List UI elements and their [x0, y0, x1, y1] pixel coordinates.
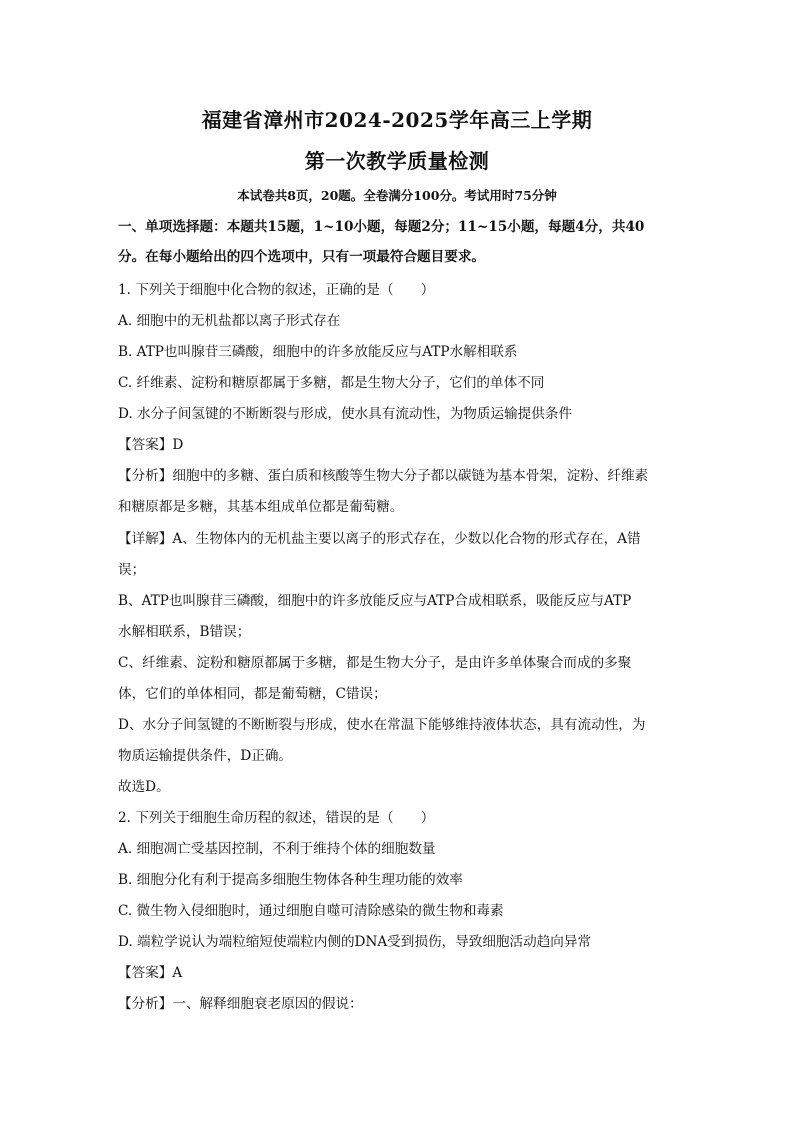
question-2-analysis-line: 【分析】一、解释细胞衰老原因的假说：: [118, 996, 363, 1012]
question-1-analysis-line: 【分析】细胞中的多糖、蛋白质和核酸等生物大分子都以碳链为基本骨架，淀粉、纤维素: [118, 468, 649, 484]
question-1-detail-line: D、水分子间氢键的不断断裂与形成，使水在常温下能够维持液体状态，具有流动性，为: [118, 717, 646, 733]
title-line-2: 第一次教学质量检测: [304, 149, 490, 173]
question-2-option-b: B. 细胞分化有利于提高多细胞生物体各种生理功能的效率: [118, 872, 463, 888]
question-1-option-b: B. ATP也叫腺苷三磷酸，细胞中的许多放能反应与ATP水解相联系: [118, 344, 518, 360]
question-1-detail-line: B、ATP也叫腺苷三磷酸，细胞中的许多放能反应与ATP合成相联系，吸能反应与ATP: [118, 593, 632, 609]
question-1-detail-line: 体，它们的单体相同，都是葡萄糖，C错误；: [118, 686, 387, 702]
question-1-option-c: C. 纤维素、淀粉和糖原都属于多糖，都是生物大分子，它们的单体不同: [118, 375, 545, 391]
question-1-detail-line: 水解相联系，B错误；: [118, 624, 251, 640]
question-1-answer: 【答案】D: [118, 437, 184, 453]
question-1-detail-line: C、纤维素、淀粉和糖原都属于多糖，都是生物大分子，是由许多单体聚合而成的多聚: [118, 655, 632, 671]
question-2-option-c: C. 微生物入侵细胞时，通过细胞自噬可清除感染的微生物和毒素: [118, 903, 504, 919]
question-1-detail-line: 误；: [118, 562, 146, 578]
question-1-option-a: A. 细胞中的无机盐都以离子形式存在: [118, 313, 341, 329]
question-2-answer: 【答案】A: [118, 965, 183, 981]
section-heading-line-1: 一、单项选择题：本题共15题，1~10小题，每题2分；11~15小题，每题4分，共40: [118, 219, 645, 235]
question-2-option-d: D. 端粒学说认为端粒缩短使端粒内侧的DNA受到损伤，导致细胞活动趋向异常: [118, 934, 592, 950]
question-2-option-a: A. 细胞凋亡受基因控制，不利于维持个体的细胞数量: [118, 841, 436, 857]
question-1-conclusion: 故选D。: [118, 779, 170, 795]
question-1-stem: 1. 下列关于细胞中化合物的叙述，正确的是（ ）: [118, 282, 435, 298]
exam-info: 本试卷共8页，20题。全卷满分100分。考试用时75分钟: [237, 188, 557, 203]
question-1-option-d: D. 水分子间氢键的不断断裂与形成，使水具有流动性，为物质运输提供条件: [118, 406, 573, 422]
question-2-stem: 2. 下列关于细胞生命历程的叙述，错误的是（ ）: [118, 810, 435, 826]
question-1-analysis-line: 和糖原都是多糖，其基本组成单位都是葡萄糖。: [118, 499, 404, 515]
section-heading-line-2: 分。在每小题给出的四个选项中，只有一项最符合题目要求。: [118, 249, 486, 265]
question-1-detail-line: 【详解】A、生物体内的无机盐主要以离子的形式存在，少数以化合物的形式存在，A错: [118, 531, 641, 547]
question-1-detail-line: 物质运输提供条件，D正确。: [118, 748, 293, 764]
title-line-1: 福建省漳州市2024-2025学年高三上学期: [201, 108, 593, 132]
